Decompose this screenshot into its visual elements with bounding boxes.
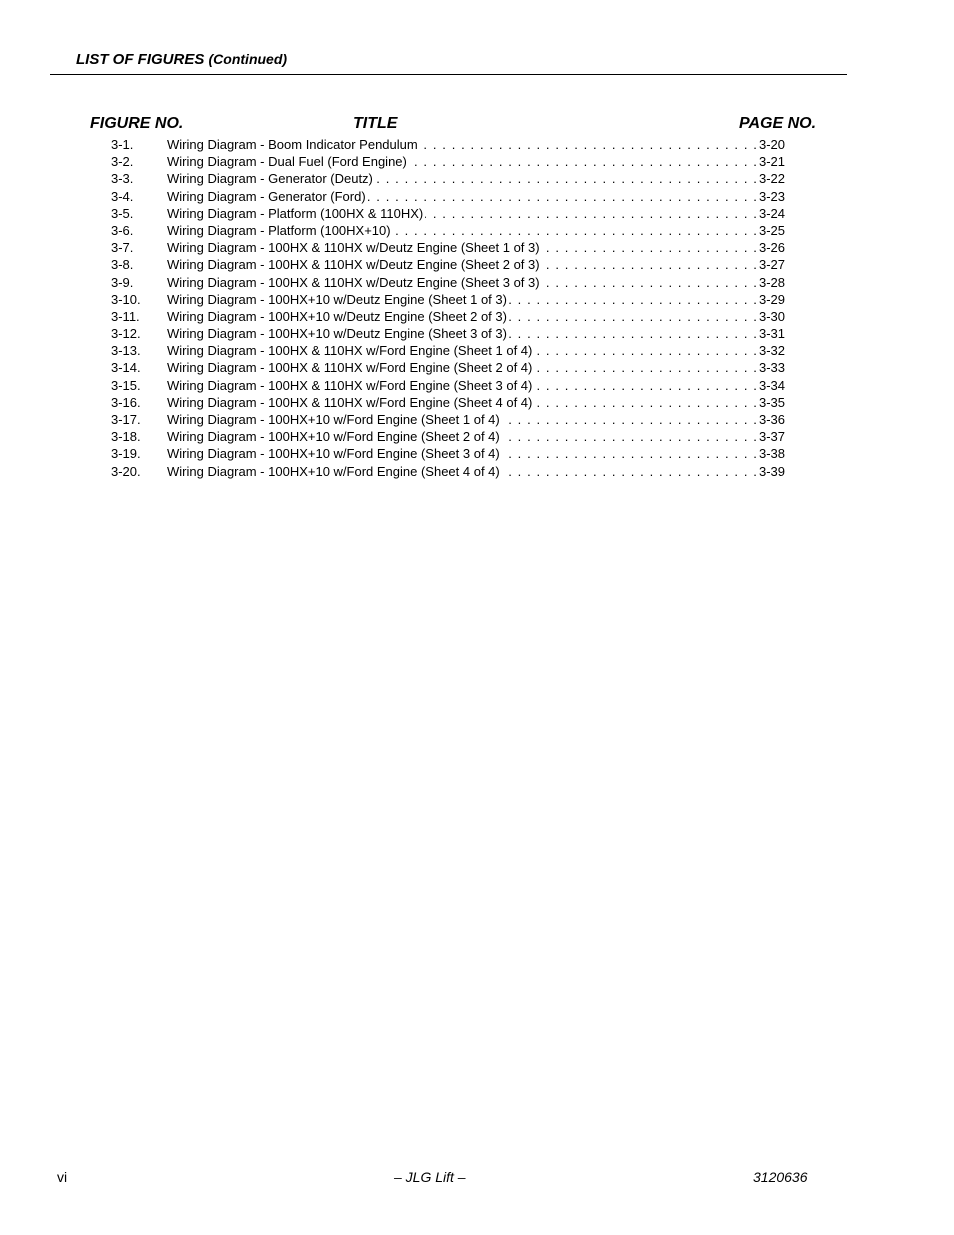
figure-number: 3-11. bbox=[111, 308, 140, 324]
figure-number: 3-4. bbox=[111, 188, 134, 204]
footer-publisher: – JLG Lift – bbox=[394, 1169, 466, 1185]
figure-page-number: 3-29 bbox=[758, 291, 785, 307]
figure-title: Wiring Diagram - 100HX & 110HX w/Ford Engine (Sheet 1 of 4) bbox=[167, 343, 533, 359]
list-item[interactable] bbox=[0, 445, 954, 462]
figure-entry bbox=[167, 222, 785, 239]
list-item[interactable] bbox=[0, 205, 954, 222]
list-item[interactable] bbox=[0, 359, 954, 376]
figure-entry bbox=[167, 342, 785, 359]
figure-title: Wiring Diagram - 100HX+10 w/Ford Engine (Sheet 2 of 4) bbox=[167, 429, 500, 445]
dot-leader bbox=[420, 136, 758, 153]
figure-entry bbox=[167, 256, 785, 273]
figure-number: 3-14. bbox=[111, 360, 141, 376]
figure-number: 3-19. bbox=[111, 446, 141, 462]
list-item[interactable] bbox=[0, 239, 954, 256]
dot-leader bbox=[509, 308, 758, 325]
figure-title: Wiring Diagram - 100HX+10 w/Deutz Engine (Sheet 2 of 3) bbox=[167, 308, 507, 324]
figure-title: Wiring Diagram - Platform (100HX & 110HX) bbox=[167, 205, 424, 221]
list-item[interactable] bbox=[0, 377, 954, 394]
figure-entry bbox=[167, 463, 785, 480]
list-item[interactable] bbox=[0, 291, 954, 308]
figure-number: 3-8. bbox=[111, 257, 134, 273]
figure-number: 3-7. bbox=[111, 240, 134, 256]
dot-leader bbox=[393, 222, 758, 239]
figure-entry bbox=[167, 291, 785, 308]
figure-entry bbox=[167, 411, 785, 428]
list-item[interactable] bbox=[0, 222, 954, 239]
page-footer bbox=[0, 1169, 954, 1189]
figure-number: 3-12. bbox=[111, 326, 141, 342]
column-header-figure-no: FIGURE NO. bbox=[90, 115, 184, 132]
list-item[interactable] bbox=[0, 428, 954, 445]
figure-entry bbox=[167, 359, 785, 376]
figure-page-number: 3-30 bbox=[758, 308, 785, 324]
figure-number: 3-16. bbox=[111, 394, 141, 410]
footer-doc-number: 3120636 bbox=[753, 1169, 808, 1185]
figure-number: 3-1. bbox=[111, 137, 134, 152]
figure-number: 3-2. bbox=[111, 154, 134, 170]
figure-list bbox=[0, 136, 954, 480]
column-header-page-no: PAGE NO. bbox=[739, 115, 817, 132]
list-item[interactable] bbox=[0, 394, 954, 411]
list-item[interactable] bbox=[0, 256, 954, 273]
figure-page-number: 3-24 bbox=[758, 205, 785, 221]
figure-entry bbox=[167, 153, 785, 170]
dot-leader bbox=[409, 153, 758, 170]
figure-title: Wiring Diagram - 100HX & 110HX w/Ford Engine (Sheet 3 of 4) bbox=[167, 377, 533, 393]
figure-entry bbox=[167, 377, 785, 394]
figure-number: 3-5. bbox=[111, 205, 134, 221]
figure-number: 3-18. bbox=[111, 429, 141, 445]
figure-number: 3-10. bbox=[111, 291, 141, 307]
figure-entry bbox=[167, 445, 785, 462]
list-item[interactable] bbox=[0, 411, 954, 428]
dot-leader bbox=[542, 239, 758, 256]
list-item[interactable] bbox=[0, 170, 954, 187]
figure-title: Wiring Diagram - Generator (Deutz) bbox=[167, 171, 373, 187]
dot-leader bbox=[502, 445, 758, 462]
dot-leader bbox=[534, 342, 758, 359]
column-headers bbox=[0, 115, 954, 135]
figure-entry bbox=[167, 274, 785, 291]
figure-number: 3-6. bbox=[111, 222, 134, 238]
figure-title: Wiring Diagram - 100HX & 110HX w/Ford Engine (Sheet 2 of 4) bbox=[167, 360, 533, 376]
figure-number: 3-13. bbox=[111, 343, 141, 359]
dot-leader bbox=[509, 325, 758, 342]
figure-page-number: 3-34 bbox=[758, 377, 785, 393]
figure-title: Wiring Diagram - Generator (Ford) bbox=[167, 188, 366, 204]
figure-number: 3-20. bbox=[111, 463, 141, 479]
dot-leader bbox=[502, 428, 758, 445]
figure-page-number: 3-21 bbox=[758, 154, 785, 170]
page-title-continued: (Continued) bbox=[208, 51, 288, 67]
figure-entry bbox=[167, 308, 785, 325]
figure-page-number: 3-37 bbox=[758, 429, 785, 445]
figure-entry bbox=[167, 325, 785, 342]
dot-leader bbox=[534, 359, 758, 376]
list-item[interactable] bbox=[0, 325, 954, 342]
figure-entry bbox=[167, 205, 785, 222]
figure-number: 3-17. bbox=[111, 412, 141, 427]
figure-title: Wiring Diagram - 100HX+10 w/Deutz Engine (Sheet 1 of 3) bbox=[167, 291, 507, 307]
figure-title: Wiring Diagram - Platform (100HX+10) bbox=[167, 222, 391, 238]
figure-title: Wiring Diagram - 100HX+10 w/Ford Engine (Sheet 4 of 4) bbox=[167, 463, 500, 479]
dot-leader bbox=[509, 291, 758, 308]
list-item[interactable] bbox=[0, 153, 954, 170]
figure-number: 3-15. bbox=[111, 377, 141, 393]
figure-page-number: 3-23 bbox=[758, 188, 785, 204]
figure-title: Wiring Diagram - 100HX+10 w/Ford Engine (Sheet 3 of 4) bbox=[167, 446, 500, 462]
figure-title: Wiring Diagram - 100HX & 110HX w/Ford Engine (Sheet 4 of 4) bbox=[167, 394, 533, 410]
dot-leader bbox=[502, 411, 758, 428]
page-title bbox=[76, 51, 287, 68]
figure-page-number: 3-27 bbox=[758, 257, 785, 273]
figure-page-number: 3-35 bbox=[758, 394, 785, 410]
list-item[interactable] bbox=[0, 188, 954, 205]
dot-leader bbox=[375, 170, 758, 187]
page-title-text: LIST OF FIGURES bbox=[76, 51, 205, 68]
list-item[interactable] bbox=[0, 342, 954, 359]
dot-leader bbox=[534, 377, 758, 394]
figure-title: Wiring Diagram - 100HX+10 w/Ford Engine (Sheet 1 of 4) bbox=[167, 412, 500, 427]
page-header bbox=[50, 50, 847, 75]
list-item[interactable] bbox=[0, 274, 954, 291]
figure-entry bbox=[167, 136, 785, 153]
dot-leader bbox=[542, 274, 758, 291]
figure-number: 3-3. bbox=[111, 171, 134, 187]
figure-page-number: 3-25 bbox=[758, 222, 785, 238]
figure-page-number: 3-36 bbox=[758, 412, 785, 427]
figure-page-number: 3-20 bbox=[758, 137, 785, 152]
figure-page-number: 3-38 bbox=[758, 446, 785, 462]
figure-page-number: 3-26 bbox=[758, 240, 785, 256]
list-item[interactable] bbox=[0, 463, 954, 480]
figure-page-number: 3-31 bbox=[758, 326, 785, 342]
figure-entry bbox=[167, 239, 785, 256]
figure-entry bbox=[167, 170, 785, 187]
figure-title: Wiring Diagram - Boom Indicator Pendulum bbox=[167, 137, 418, 152]
list-item[interactable] bbox=[0, 308, 954, 325]
figure-title: Wiring Diagram - Dual Fuel (Ford Engine) bbox=[167, 154, 407, 170]
figure-title: Wiring Diagram - 100HX & 110HX w/Deutz Engine (Sheet 2 of 3) bbox=[167, 257, 540, 273]
figure-page-number: 3-39 bbox=[758, 463, 785, 479]
figure-page-number: 3-28 bbox=[758, 274, 785, 290]
figure-page-number: 3-22 bbox=[758, 171, 785, 187]
footer-page-number: vi bbox=[57, 1169, 68, 1185]
figure-page-number: 3-32 bbox=[758, 343, 785, 359]
dot-leader bbox=[534, 394, 758, 411]
figure-entry bbox=[167, 428, 785, 445]
figure-title: Wiring Diagram - 100HX & 110HX w/Deutz Engine (Sheet 3 of 3) bbox=[167, 274, 540, 290]
figure-title: Wiring Diagram - 100HX+10 w/Deutz Engine (Sheet 3 of 3) bbox=[167, 326, 507, 342]
figure-page-number: 3-33 bbox=[758, 360, 785, 376]
figure-entry bbox=[167, 188, 785, 205]
figure-entry bbox=[167, 394, 785, 411]
dot-leader bbox=[542, 256, 758, 273]
figure-number: 3-9. bbox=[111, 274, 134, 290]
dot-leader bbox=[502, 463, 758, 480]
dot-leader bbox=[425, 205, 758, 222]
list-item[interactable] bbox=[0, 136, 954, 153]
dot-leader bbox=[368, 188, 758, 205]
column-header-title: TITLE bbox=[353, 115, 398, 132]
figure-title: Wiring Diagram - 100HX & 110HX w/Deutz Engine (Sheet 1 of 3) bbox=[167, 240, 540, 256]
